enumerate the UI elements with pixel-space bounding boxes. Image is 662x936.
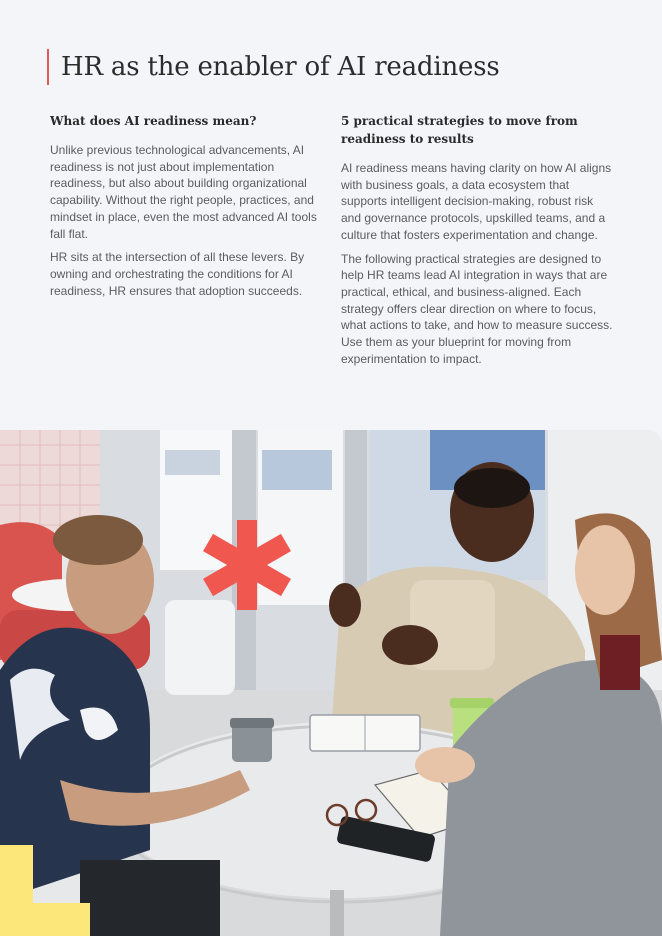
right-heading: 5 practical strategies to move from readiness to results [341,114,578,146]
right-column [341,112,613,374]
right-paragraph-1: AI readiness means having clarity on how AI aligns with business goals, a data ecosystem that supports intelligent decision-making, robust risk and governance protocols, upskilled teams, and a culture that fosters experimentation and change. [341,161,612,242]
right-paragraph-2: The following practical strategies are designed to help HR teams lead AI integration in ways that are practical, ethical, and business-aligned. Each strategy offers clear direction on where to focus, what actions to take, and how to measure success. Use them as your blueprint for moving from experimentation to impact. [341,251,613,366]
corner-block-decoration [0,845,92,936]
team-meeting-photo [0,430,662,936]
asterisk-icon [201,519,293,611]
left-paragraph-1: Unlike previous technological advancements, AI readiness is not just about implementation readiness, but also about building organizational capability. Without the right people, practices, and mindset in place, even the most advanced AI tools fall flat. [50,143,317,241]
title-accent-bar [47,49,49,85]
left-paragraph-2: HR sits at the intersection of all these levers. By owning and orchestrating the conditions for AI readiness, HR ensures that adoption succeeds. [50,250,305,298]
left-column [50,112,320,306]
left-heading: What does AI readiness mean? [50,114,257,128]
page-title: HR as the enabler of AI readiness [61,52,500,82]
